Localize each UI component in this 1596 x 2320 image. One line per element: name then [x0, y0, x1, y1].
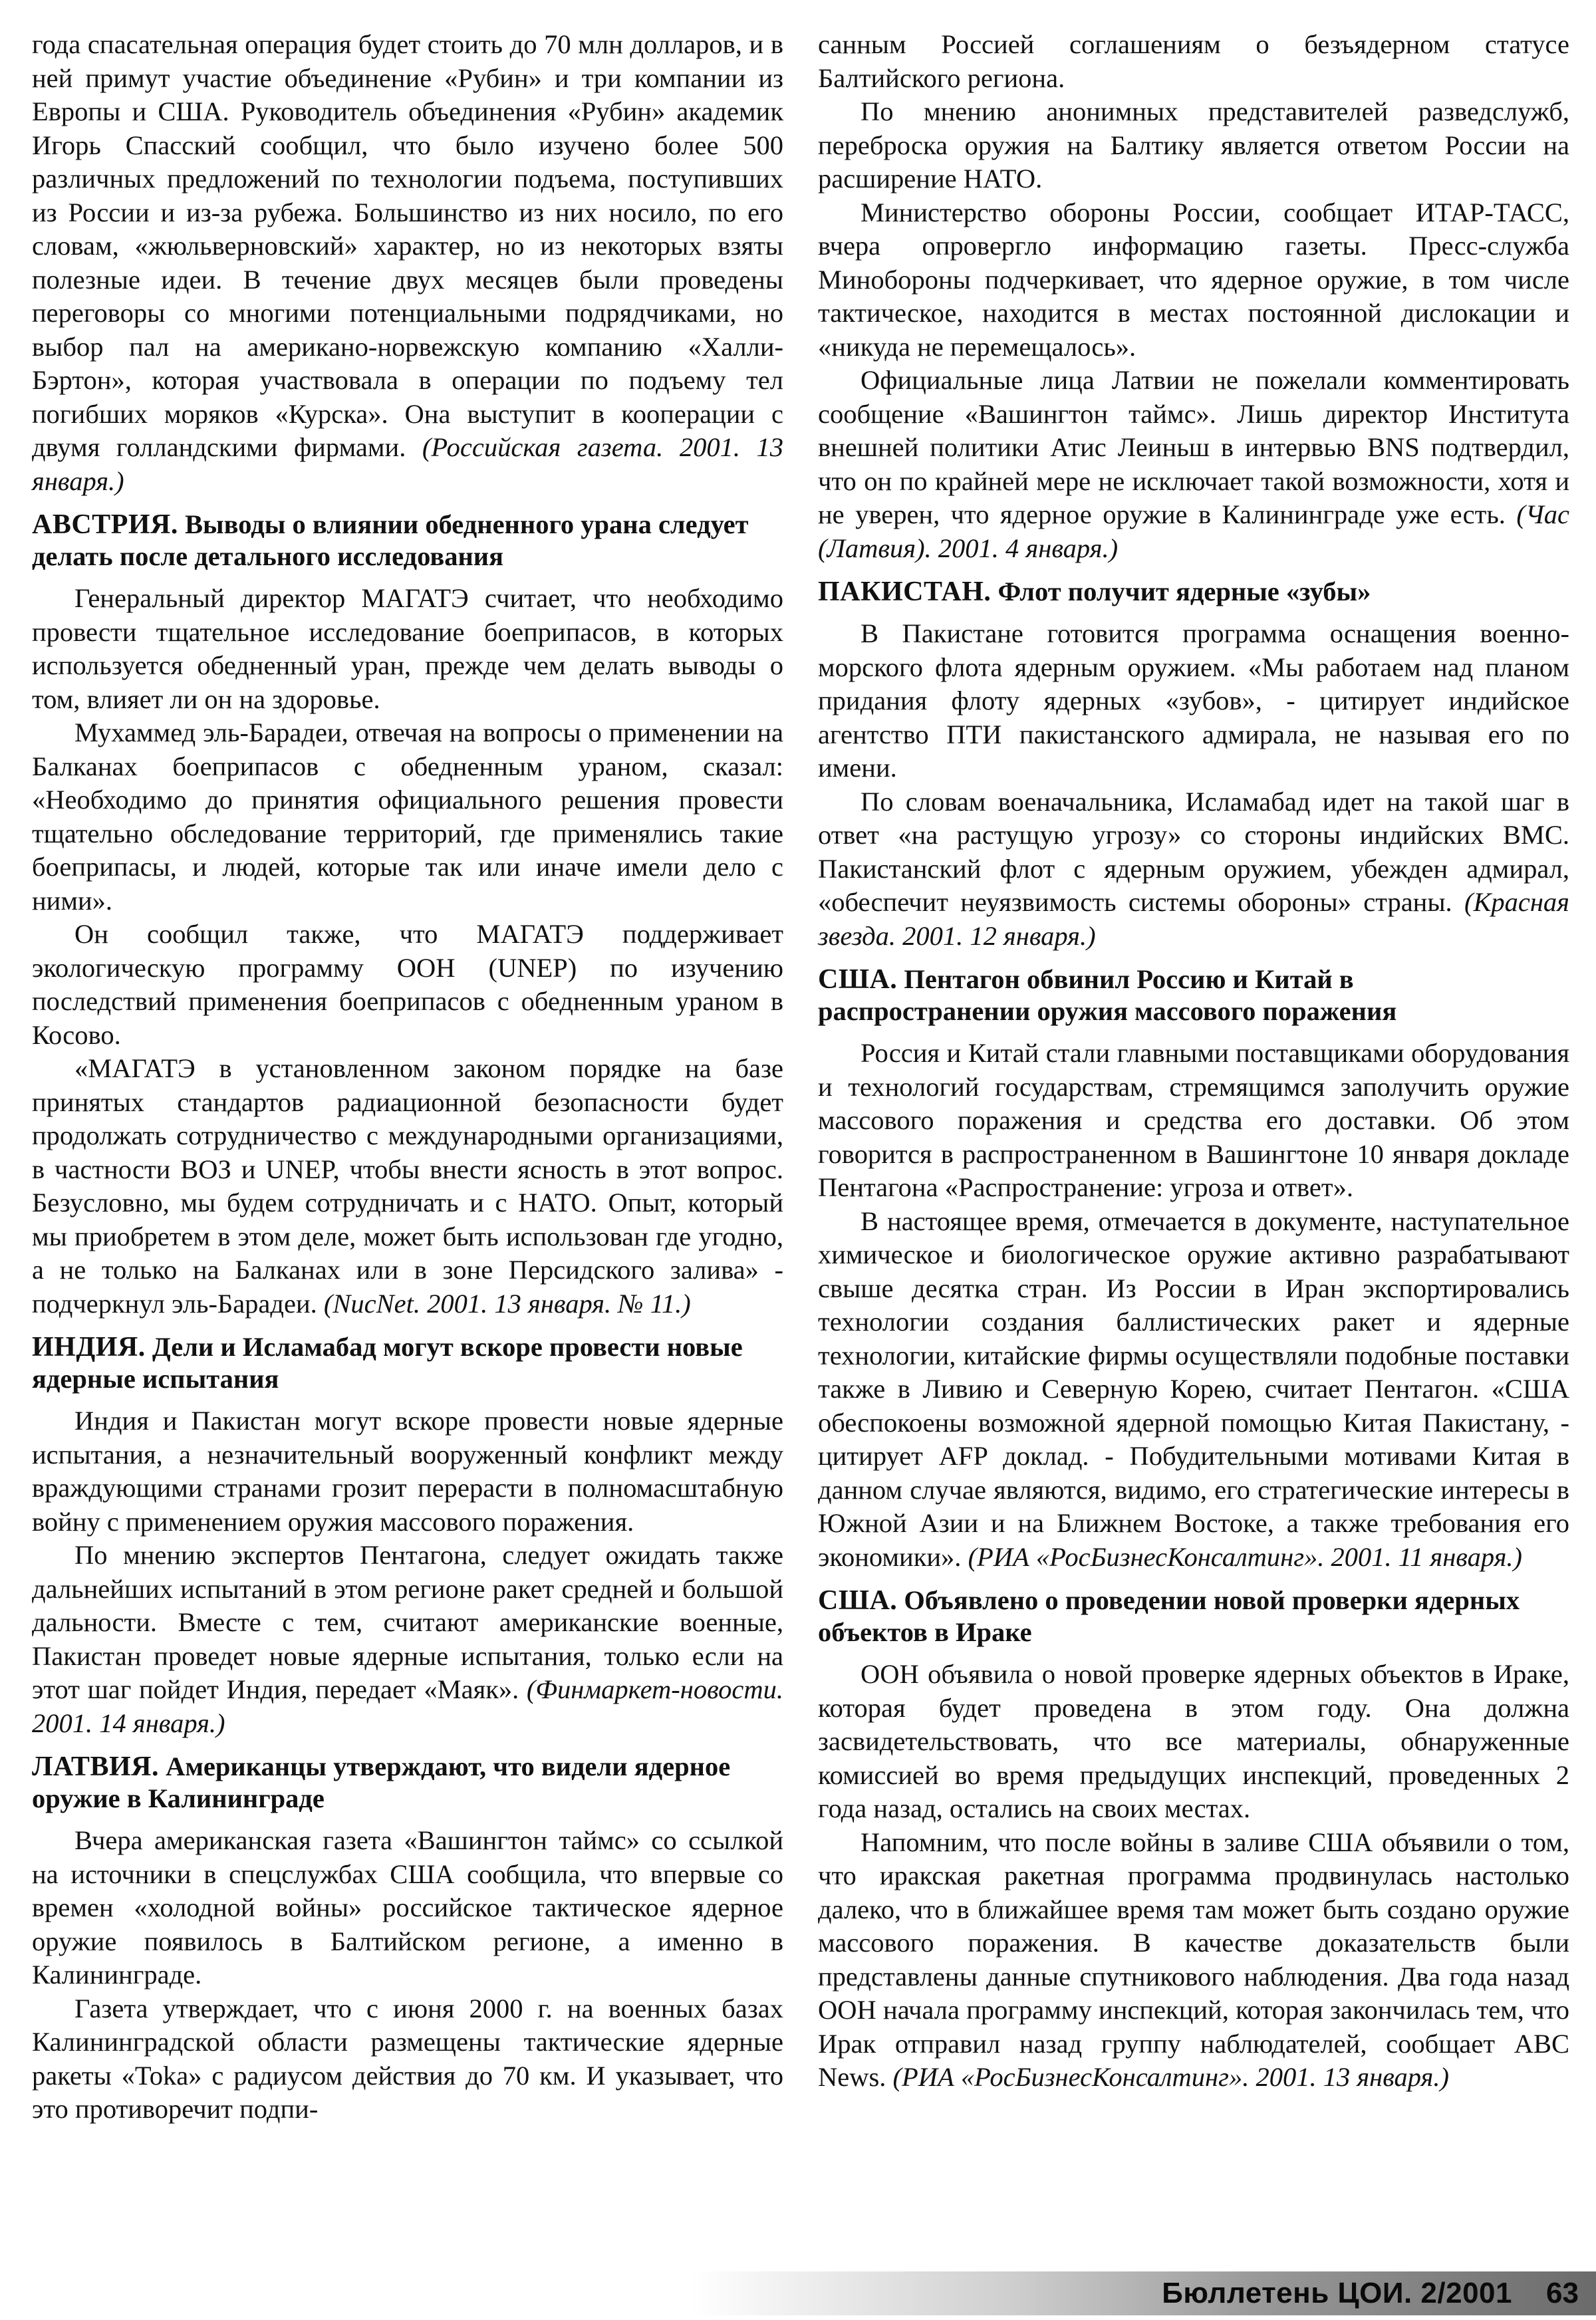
paragraph: По мнению анонимных представителей разведслужб, переброска оружия на Балтику является ответом России на расширение НАТО. [818, 96, 1569, 193]
paragraph: Индия и Пакистан могут вскоре провести новые ядерные испытания, а незначительный вооруженный конфликт между враждующими странами грозит перерасти в полномасштабную войну с применением оружия массового поражения. [32, 1406, 783, 1537]
paragraph: Напомним, что после войны в заливе США объявили о том, что иракская ракетная программа продвинулась настолько далеко, что в ближайшее время там может быть создано оружие массового поражения. В качестве доказательств были представлены данные спутникового наблюдения. Два года назад ООН начала программу инспекций, которая закончилась тем, что Ирак отправил назад группу наблюдателей, сообщает ABC News. (РИА «РосБизнесКонсалтинг». 2001. 13 января.) [818, 1827, 1569, 2092]
headline-usa-pentagon: США. Пентагон обвинил Россию и Китай в распространении оружия массового поражения [818, 964, 1397, 1026]
paragraph: ООН объявила о новой проверке ядерных объектов в Ираке, которая будет проведена в этом году. Она должна засвидетельствовать, что все материалы, обнаруженные комиссией во время предыдущих инспекций, проведенных 2 года назад, остались на своих местах. [818, 1659, 1569, 1823]
page-number: 63 [1546, 2277, 1579, 2309]
left-column [32, 28, 783, 2127]
paragraph: Генеральный директор МАГАТЭ считает, что необходимо провести тщательное исследование боеприпасов, в которых используется обедненный уран, прежде чем делать выводы о том, влияет ли он на здоровье. [32, 583, 783, 714]
source-citation: (Российская газета. 2001. 13 января.) [32, 432, 783, 496]
paragraph: В Пакистане готовится программа оснащения военно-морского флота ядерным оружием. «Мы работаем над планом придания флоту ядерных «зубов», - цитирует индийское агентство ПТИ пакистанского адмирала, не называя его по имени. [818, 618, 1569, 783]
paragraph: Россия и Китай стали главными поставщиками оборудования и технологий государствам, стремящимся заполучить оружие массового поражения и средства его доставки. Об этом говорится в распространенном в Вашингтоне 10 января докладе Пентагона «Распространение: угроза и ответ». [818, 1038, 1569, 1202]
paragraph: По словам военачальника, Исламабад идет на такой шаг в ответ «на растущую угрозу» со стороны индийских ВМС. Пакистанский флот с ядерным оружием, убежден адмирал, «обеспечит неуязвимость системы обороны» страны. (Красная звезда. 2001. 12 января.) [818, 786, 1570, 951]
headline-usa-iraq: США. Объявлено о проведении новой проверки ядерных объектов в Ираке [818, 1585, 1520, 1647]
paragraph: Официальные лица Латвии не пожелали комментировать сообщение «Вашингтон таймс». Лишь директор Института внешней политики Атис Леиньш в интервью BNS подтвердил, что он по крайней мере не исключает такой возможности, хотя и не уверен, что ядерное оружие в Калининграде уже есть. (Час (Латвия). 2001. 4 января.) [818, 365, 1570, 563]
source-citation: (Красная звезда. 2001. 12 января.) [818, 887, 1570, 951]
source-citation: (РИА «РосБизнесКонсалтинг». 2001. 11 января.) [968, 1541, 1523, 1572]
source-citation: (Финмаркет-новости. 2001. 14 января.) [32, 1674, 783, 1738]
paragraph: санным Россией соглашениям о безъядерном статусе Балтийского региона. [818, 29, 1569, 93]
paragraph: Он сообщил также, что МАГАТЭ поддерживает экологическую программу ООН (UNEP) по изучению последствий применения боеприпасов с обедненным ураном в Косово. [32, 919, 783, 1050]
paragraph: В настоящее время, отмечается в документе, наступательное химическое и биологическое оружие активно разрабатывают свыше десятка стран. Из России в Иран экспортировались технологии создания баллистических ракет и ядерные технологии, китайские фирмы осуществляли подобные поставки также в Ливию и Северную Корею, считает Пентагон. «США обеспокоены возможной ядерной помощью Китая Пакистану, - цитирует AFP доклад. - Побудительными мотивами Китая в данном случае являются, видимо, его стратегические интересы в Южной Азии и на Ближнем Востоке, а также требования его экономики». (РИА «РосБизнесКонсалтинг». 2001. 11 января.) [818, 1206, 1569, 1572]
headline-pakistan: ПАКИСТАН. Флот получит ядерные «зубы» [818, 577, 1371, 607]
paragraph: «МАГАТЭ в установленном законом порядке на базе принятых стандартов радиационной безопасности будет продолжать сотрудничество с международными организациями, в частности ВОЗ и UNEP, чтобы внести ясность в этот вопрос. Безусловно, мы будем сотрудничать и с НАТО. Опыт, который мы приобретем в этом деле, может быть использован где угодно, а не только на Балканах или в зоне Персидского залива» - подчеркнул эль-Барадеи. (NucNet. 2001. 13 января. № 11.) [32, 1053, 783, 1319]
headline-india: ИНДИЯ. Дели и Исламабад могут вскоре провести новые ядерные испытания [32, 1332, 743, 1394]
publication-title: Бюллетень ЦОИ. 2/2001 [1162, 2277, 1512, 2309]
paragraph: Мухаммед эль-Барадеи, отвечая на вопросы о применении на Балканах боеприпасов с обедненным ураном, сказал: «Необходимо до принятия официального решения провести тщательно обследование территорий, где применялись такие боеприпасы, и людей, которые так или иначе имели дело с ними». [32, 717, 783, 916]
source-citation: (NucNet. 2001. 13 января. № 11.) [323, 1288, 691, 1319]
article-continuation: года спасательная операция будет стоить до 70 млн долларов, и в ней примут участие объединение «Рубин» и три компании из Европы и США. Руководитель объединения «Рубин» академик Игорь Спасский сообщил, что было изучено более 500 различных предложений по технологии подъема, поступивших из России и из-за рубежа. Большинство из них носило, по его словам, «жюльверновский» характер, но из некоторых взяты полезные идеи. В течение двух месяцев были проведены переговоры со многими потенциальными подрядчиками, но выбор пал на американо-норвежскую компанию «Халли-Бэртон», которая участвовала в операции по подъему тел погибших моряков «Курска». Она выступит в кооперации с двумя голландскими фирмами. (Российская газета. 2001. 13 января.) [32, 29, 783, 496]
paragraph: По мнению экспертов Пентагона, следует ожидать также дальнейших испытаний в этом регионе ракет средней и большой дальности. Вместе с тем, считают американские военные, Пакистан проведет новые ядерные испытания, только если на этот шаг пойдет Индия, передает «Маяк». (Финмаркет-новости. 2001. 14 января.) [32, 1540, 783, 1738]
source-citation: (РИА «РосБизнесКонсалтинг». 2001. 13 января.) [892, 2062, 1449, 2092]
footer-bar [692, 2271, 1596, 2315]
headline-austria: АВСТРИЯ. Выводы о влиянии обедненного урана следует делать после детального исследования [32, 509, 749, 571]
source-citation: (Час (Латвия). 2001. 4 января.) [818, 499, 1570, 563]
paragraph: Вчера американская газета «Вашингтон таймс» со ссылкой на источники в спецслужбах США сообщила, что впервые со времен «холодной войны» российское тактическое ядерное оружие появилось в Балтийском регионе, а именно в Калининграде. [32, 1825, 783, 1990]
paragraph: Газета утверждает, что с июня 2000 г. на военных базах Калининградской области размещены тактические ядерные ракеты «Toka» с радиусом действия до 70 км. И указывает, что это противоречит подпи- [32, 1993, 783, 2124]
paragraph: Министерство обороны России, сообщает ИТАР-ТАСС, вчера опровергло информацию газеты. Пресс-служба Минобороны подчеркивает, что ядерное оружие, в том числе тактическое, находится в местах постоянной дислокации и «никуда не перемещалось». [818, 197, 1569, 362]
right-column [818, 28, 1569, 2095]
headline-latvia: ЛАТВИЯ. Американцы утверждают, что видели ядерное оружие в Калининграде [32, 1751, 731, 1813]
